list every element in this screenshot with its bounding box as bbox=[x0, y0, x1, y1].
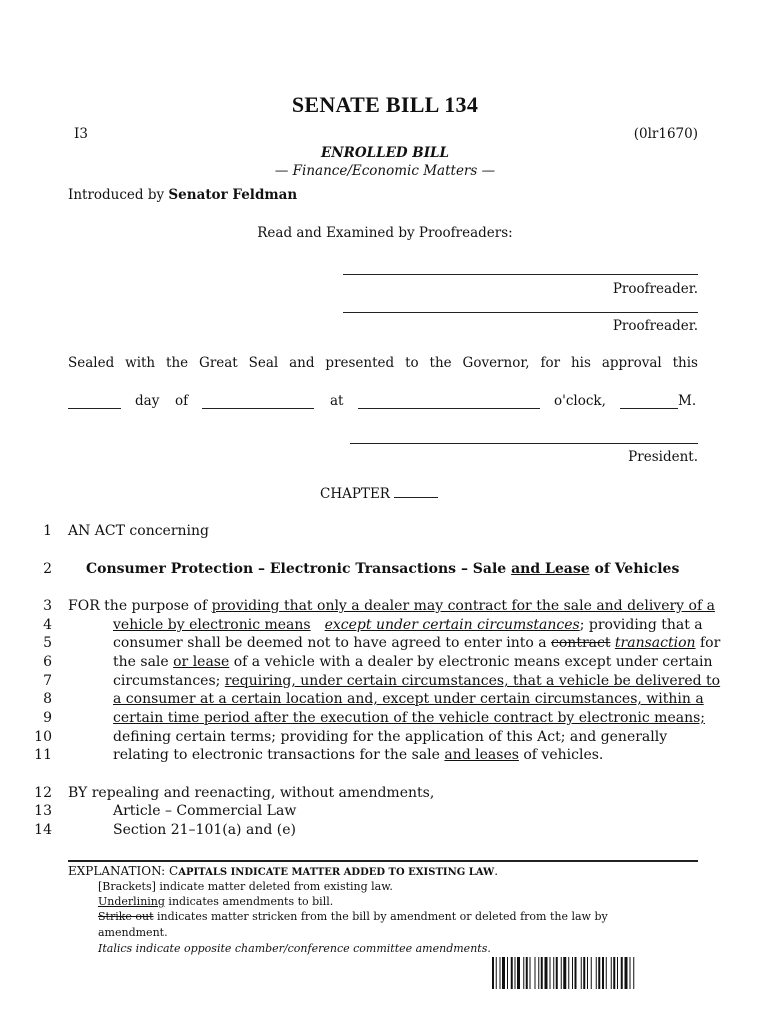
president-label: President. bbox=[628, 449, 698, 465]
purpose-line-8: a consumer at a certain location and, except under certain circumstances, within a bbox=[113, 691, 704, 707]
line-number: 2 bbox=[43, 561, 52, 577]
file-number: (0lr1670) bbox=[633, 126, 698, 142]
bill-code: I3 bbox=[74, 126, 88, 142]
bill-subject bbox=[86, 561, 679, 577]
subject-part: of Vehicles bbox=[589, 561, 680, 577]
purpose-line-10: defining certain terms; providing for the application of this Act; and generally bbox=[113, 729, 668, 745]
amendment-text: vehicle by electronic means bbox=[113, 617, 311, 633]
text-segment: for bbox=[695, 635, 721, 651]
oclock-word: o'clock, bbox=[554, 393, 606, 409]
purpose-line-11 bbox=[113, 747, 603, 763]
sponsor-name: Senator Feldman bbox=[168, 187, 298, 203]
proofreader-signature-line-2 bbox=[343, 312, 698, 313]
underlining-legend bbox=[98, 895, 333, 908]
bill-title: SENATE BILL 134 bbox=[291, 92, 479, 117]
sealed-statement: Sealed with the Great Seal and presented to the Governor, for his approval this bbox=[68, 355, 698, 371]
text-segment: FOR the purpose of bbox=[68, 598, 212, 614]
explanation-heading bbox=[68, 864, 498, 878]
amendment-text: or lease bbox=[173, 654, 230, 670]
line-number: 14 bbox=[34, 822, 52, 838]
introduced-by bbox=[68, 187, 297, 203]
proofreader-signature-line-1 bbox=[343, 274, 698, 275]
line-number: 1 bbox=[43, 523, 52, 539]
italics-legend: Italics indicate opposite chamber/conference committee amendments. bbox=[98, 942, 491, 955]
stricken-text: contract bbox=[551, 635, 611, 651]
introduced-prefix: Introduced by bbox=[68, 187, 169, 203]
subject-part: Consumer Protection – Electronic Transactions – Sale bbox=[86, 561, 512, 577]
act-concerning: AN ACT concerning bbox=[68, 523, 209, 539]
strike-legend bbox=[98, 910, 608, 923]
explanation-label-end: . bbox=[494, 864, 499, 878]
legend-text: indicate matter deleted from existing law. bbox=[155, 880, 393, 893]
amendment-text: and leases bbox=[444, 747, 519, 763]
explanation-divider bbox=[68, 860, 698, 862]
legend-text: indicates amendments to bill. bbox=[164, 895, 334, 908]
line-number: 9 bbox=[43, 710, 52, 726]
day-blank bbox=[68, 407, 121, 409]
subject-amendment: and Lease bbox=[511, 561, 590, 577]
purpose-line-5 bbox=[113, 635, 720, 651]
section-reference: Section 21–101(a) and (e) bbox=[113, 822, 296, 838]
article-reference: Article – Commercial Law bbox=[113, 803, 297, 819]
proofreader-label-2: Proofreader. bbox=[612, 318, 698, 334]
committee-label: — Finance/Economic Matters — bbox=[274, 163, 496, 179]
committee-amendment-text: transaction bbox=[614, 635, 696, 651]
line-number: 6 bbox=[43, 654, 52, 670]
barcode-image bbox=[492, 957, 680, 989]
enrolled-label: ENROLLED BILL bbox=[321, 145, 449, 161]
repeal-statement: BY repealing and reenacting, without amendments, bbox=[68, 785, 435, 801]
legend-text: indicates matter stricken from the bill by amendment or deleted from the law by bbox=[153, 910, 608, 923]
line-number: 11 bbox=[34, 747, 52, 763]
underlining-sample: Underlining bbox=[98, 895, 165, 908]
chapter-label bbox=[320, 486, 438, 502]
line-number: 12 bbox=[34, 785, 52, 801]
read-examined: Read and Examined by Proofreaders: bbox=[257, 225, 513, 241]
text-segment: of a vehicle with a dealer by electronic means except under certain bbox=[229, 654, 713, 670]
text-segment: circumstances; bbox=[113, 673, 225, 689]
brackets-legend bbox=[98, 880, 393, 893]
president-signature-line bbox=[350, 443, 698, 444]
line-number: 4 bbox=[43, 617, 52, 633]
strike-legend-cont: amendment. bbox=[98, 926, 168, 939]
line-number: 13 bbox=[34, 803, 52, 819]
m-word: M. bbox=[678, 393, 697, 409]
purpose-line-9: certain time period after the execution of the vehicle contract by electronic means; bbox=[113, 710, 706, 726]
text-segment: the sale bbox=[113, 654, 174, 670]
text-segment: relating to electronic transactions for the sale bbox=[113, 747, 445, 763]
line-number: 5 bbox=[43, 635, 52, 651]
committee-amendment-text: except under certain circumstances bbox=[324, 617, 580, 633]
time-blank bbox=[358, 407, 540, 409]
month-blank bbox=[202, 407, 314, 409]
explanation-label-rest: APITALS INDICATE MATTER ADDED TO EXISTING LAW bbox=[178, 867, 495, 878]
amendment-text: requiring, under certain circumstances, that a vehicle be delivered to bbox=[224, 673, 721, 689]
text-segment: ; providing that a bbox=[579, 617, 703, 633]
purpose-line-7 bbox=[113, 673, 720, 689]
line-number: 3 bbox=[43, 598, 52, 614]
line-number: 7 bbox=[43, 673, 52, 689]
line-number: 10 bbox=[34, 729, 52, 745]
amendment-text: providing that only a dealer may contract for the sale and delivery of a bbox=[211, 598, 715, 614]
at-word: at bbox=[330, 393, 344, 409]
strike-sample: Strike out bbox=[98, 910, 154, 923]
text-segment: of vehicles. bbox=[518, 747, 604, 763]
purpose-line-6 bbox=[113, 654, 713, 670]
explanation-label: EXPLANATION: C bbox=[68, 864, 179, 878]
brackets-sample: [Brackets] bbox=[98, 880, 156, 893]
chapter-word: CHAPTER bbox=[320, 486, 390, 502]
ampm-blank bbox=[620, 407, 678, 409]
purpose-line-3 bbox=[68, 598, 715, 614]
line-number: 8 bbox=[43, 691, 52, 707]
day-word: day bbox=[135, 393, 160, 409]
chapter-blank bbox=[394, 496, 438, 498]
of-word: of bbox=[175, 393, 189, 409]
purpose-line-4 bbox=[113, 617, 703, 633]
proofreader-label-1: Proofreader. bbox=[612, 281, 698, 297]
text-segment: consumer shall be deemed not to have agreed to enter into a bbox=[113, 635, 552, 651]
